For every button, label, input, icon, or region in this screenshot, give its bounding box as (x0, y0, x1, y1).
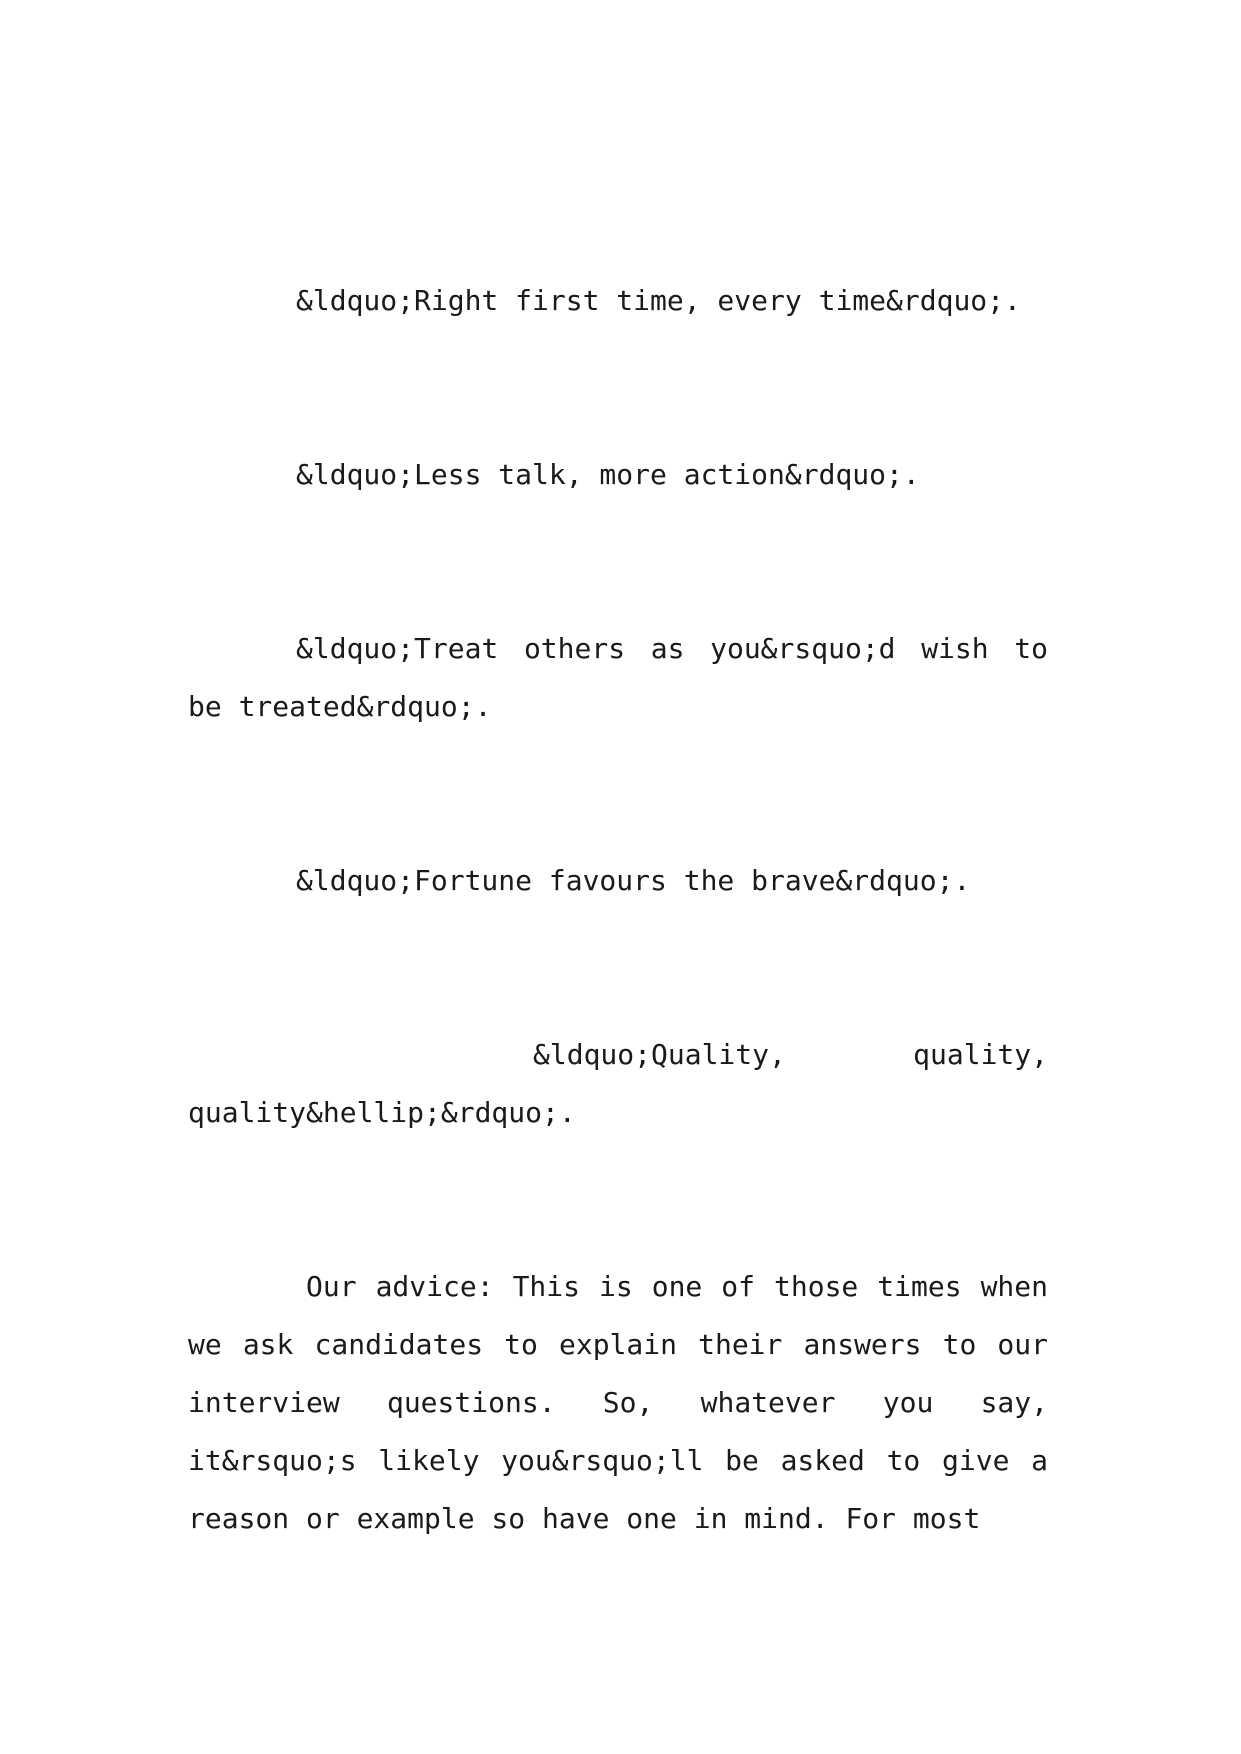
paragraph-quote-3: &ldquo;Treat others as you&rsquo;d wish to be treated&rdquo;. (188, 632, 1048, 723)
paragraph-quote-2: &ldquo;Less talk, more action&rdquo;. (296, 458, 920, 491)
paragraph-quote-4: &ldquo;Fortune favours the brave&rdquo;. (296, 864, 971, 897)
paragraph-quote-1: &ldquo;Right first time, every time&rdquo;. (296, 284, 1021, 317)
paragraph-quote-5: &ldquo;Quality, quality, quality&hellip;&rdquo;. (188, 1038, 1048, 1129)
paragraph-advice: Our advice: This is one of those times when we ask candidates to explain their answers to our interview questions. So, whatever you say, it&rsquo;s likely you&rsquo;ll be asked to give a reason or example so have one in mind. For most (188, 1270, 1048, 1535)
